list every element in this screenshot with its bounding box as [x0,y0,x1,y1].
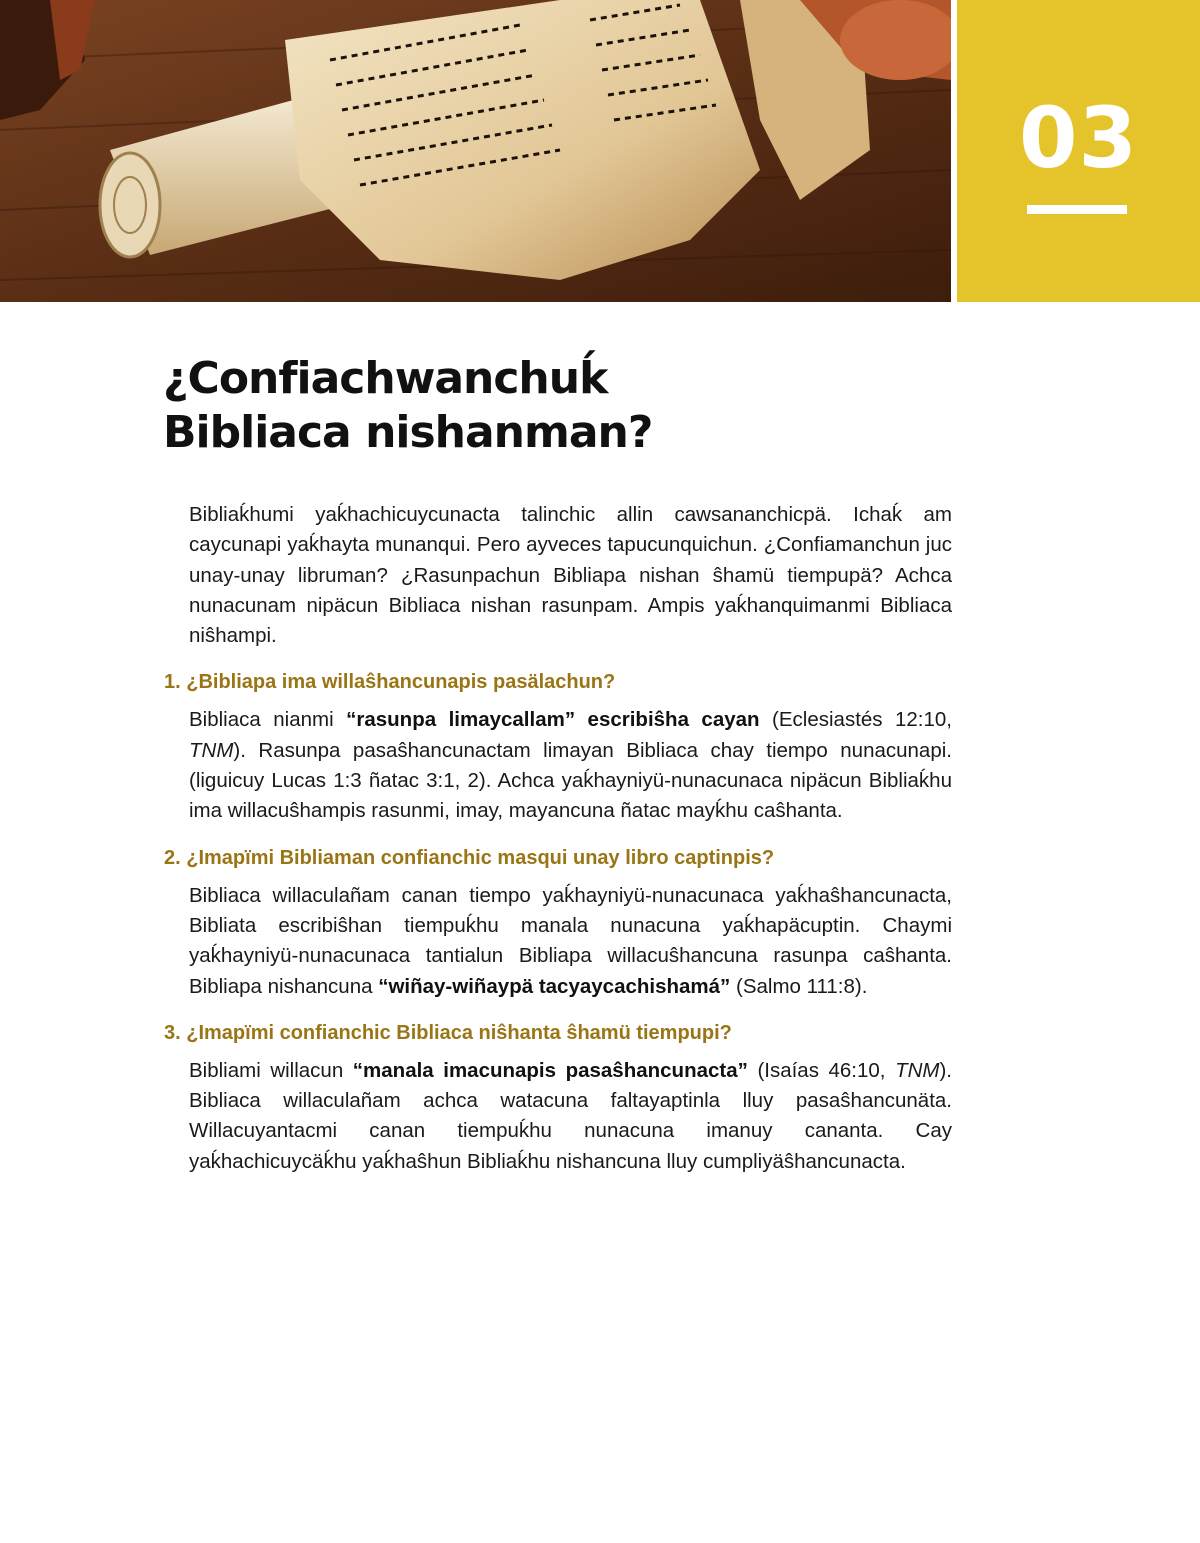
question-3: 3. ¿Imapïmi confianchic Bibliaca niŝhanta ŝhamü tiempupi? [164,1021,732,1044]
lesson-number-badge [957,0,1200,302]
badge-underline [1027,205,1127,214]
page-title [163,352,963,460]
scrolls-illustration [0,0,951,302]
answer-2-text: (Salmo 111:8). [730,974,868,998]
answer-1-text: ). Rasunpa pasaŝhancunactam limayan Bibliaca chay tiempo nunacunapi. (liguicuy Lucas 1:3 ñatac 3:1, 2). Achca yaḱhayniyü-nunacunaca nipäcun Bibliaḱhu ima willacuŝhampis rasunmi, imay, mayancuna ñatac mayḱhu caŝhanta. [189,738,952,823]
title-line-2: Bibliaca nishanman? [163,407,653,458]
lesson-content [164,500,952,1177]
answer-1-quote: “rasunpa limaycallam” escribiŝha cayan [346,708,760,732]
question-1: 1. ¿Bibliapa ima willaŝhancunapis pasälachun? [164,671,616,694]
answer-3-citation: TNM [895,1058,940,1082]
answer-1-citation: TNM [189,738,234,762]
answer-3-text: (Isaías 46:10, [747,1058,896,1082]
answer-2-text: Bibliaca willaculañam canan tiempo yaḱhayniyü-nunacunaca yaḱhaŝhancunacta, Bibliata escribiŝhan tiempuḱhu manala nunacuna yaḱhapäcuptin. Chaymi yaḱhayniyü-nunacunaca tantialun Bibliapa willacuŝhancuna rasunpa caŝhanta. Bibliapa nishancuna [189,883,952,998]
answer-1 [189,705,952,826]
answer-1-text: Bibliaca nianmi [189,708,347,732]
answer-2 [189,881,952,1002]
lesson-number: 03 [1019,89,1138,187]
answer-1-text: (Eclesiastés 12:10, [759,708,952,732]
intro-paragraph: Bibliaḱhumi yaḱhachicuycunacta talinchic allin cawsananchicpä. Ichaḱ am caycunapi yaḱhayta munanqui. Pero ayveces tapucunquichun. ¿Confiamanchun juc unay-unay libruman? ¿Rasunpachun Bibliapa nishan ŝhamü tiempupä? Achca nunacunam nipäcun Bibliaca nishan rasunpam. Ampis yaḱhanquimanmi Bibliaca niŝhampi. [189,503,952,648]
answer-3-quote: “manala imacunapis pasaŝhancunacta” [352,1058,748,1082]
answer-3-text: ). Bibliaca willaculañam achca watacuna faltayaptinla lluy pasaŝhancunäta. Willacuyantacmi canan tiempuḱhu nunacuna imanuy cananta. Cay yaḱhachicuycäḱhu yaḱhaŝhun Bibliaḱhu nishancuna lluy cumpliyäŝhancunacta. [189,1058,952,1173]
hero-photo-scrolls [0,0,951,302]
answer-2-quote: “wiñay-wiñaypä tacyaycachishamá” [378,974,731,998]
answer-3-text: Bibliami willacun [189,1058,353,1082]
title-line-1: ¿Confiachwanchuḱ [163,353,608,404]
answer-3 [189,1056,952,1177]
question-2: 2. ¿Imapïmi Bibliaman confianchic masqui unay libro captinpis? [164,846,775,869]
